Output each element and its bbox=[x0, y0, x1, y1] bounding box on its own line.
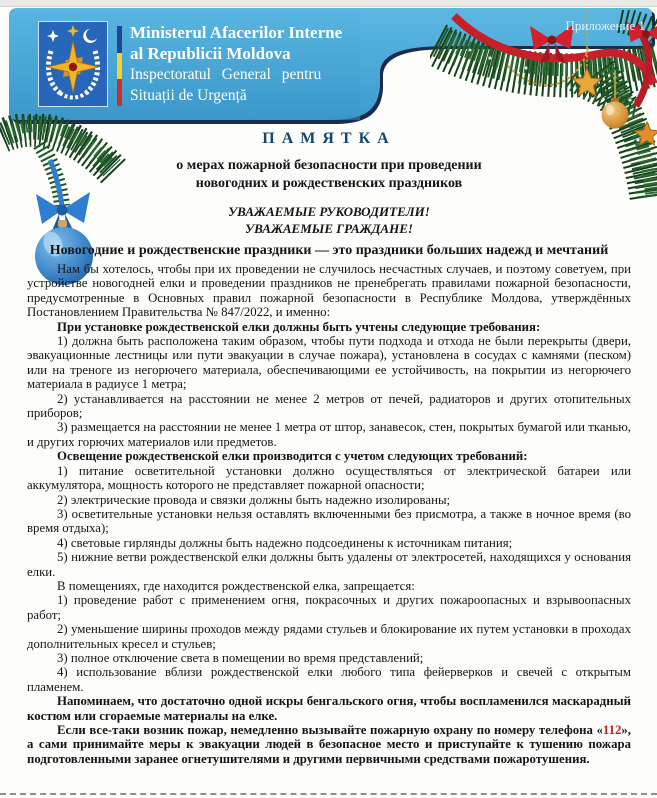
paragraph: При установке рождественской елки должны быть учтены следующие требования: bbox=[57, 319, 541, 334]
salutation-line1: УВАЖАЕМЫЕ РУКОВОДИТЕЛИ! bbox=[228, 204, 430, 219]
paragraph: В помещениях, где находится рождественской елка, запрещается: bbox=[57, 578, 415, 593]
paragraph: 1) питание осветительной установки должно осуществляться от электрической батареи или аккумулятора, мощность которого не представляет пожарной опасности; bbox=[27, 463, 631, 493]
doc-subtitle bbox=[27, 157, 631, 193]
paragraph: 1) должна быть расположена таким образом, чтобы пути подхода и отхода не были перекрыты (двери, эвакуационные лестницы или пути эвакуации в случае пожара), установлена в сосудах с камнями (песком) или на треноге из негорючего материала, обеспечивающими ее устойчивость, на покрытии из негорючего материала в радиусе 1 метра; bbox=[27, 334, 631, 392]
cut-line bbox=[0, 793, 657, 795]
paragraph: 4) использование вблизи рождественской елки любого типа фейерверков и свечей с открытым пламенем. bbox=[27, 665, 631, 694]
ministry-line1: Ministerul Afacerilor Interne bbox=[130, 23, 343, 42]
salutation-line2: УВАЖАЕМЫЕ ГРАЖДАНЕ! bbox=[245, 220, 413, 236]
fire-call-block bbox=[27, 723, 631, 766]
paragraph: 3) осветительные установки нельзя оставлять включенными без присмотра, а также в ночное время (во время отдыха); bbox=[27, 506, 631, 536]
paragraph: Нам бы хотелось, чтобы при их проведении не случилось несчастных случаев, и поэтому советуем, при устройстве новогодней елки и проведении праздников не пренебрегать правилами пожарной безопасности, предусмотренные в Основных правил пожарной безопасности в Республике Молдова, утверждённых Постановлением Правительства № 847/2022, и именно: bbox=[27, 262, 631, 320]
subtitle-line2: новогодних и рождественских праздников bbox=[195, 176, 463, 191]
paragraph: 2) устанавливается на расстоянии не менее 2 метров от печей, радиаторов и других отопительных приборов; bbox=[27, 391, 631, 421]
doc-title: ПАМЯТКА bbox=[262, 130, 396, 147]
paragraph: 3) полное отключение света в помещении во время представлений; bbox=[57, 650, 424, 665]
inspectorate-line1: Inspectoratul General pentru bbox=[130, 66, 322, 83]
fire-call-before: Если все-таки возник пожар, немедленно вызывайте пожарную охрану по номеру телефона « bbox=[57, 723, 603, 737]
inspectorate-line2: Situații de Urgență bbox=[130, 87, 247, 104]
ministry-line2: al Republicii Moldova bbox=[130, 44, 291, 63]
paragraph: 1) проведение работ с применением огня, покрасочных и других пожароопасных и взрывоопасных работ; bbox=[27, 593, 631, 622]
paragraph: 2) электрические провода и связки должны быть надежно изолированы; bbox=[57, 492, 451, 507]
attachment-label: Приложение 1 bbox=[565, 18, 645, 33]
subtitle-line1: о мерах пожарной безопасности при проведении bbox=[176, 158, 482, 173]
fire-call-after: », а сами принимайте меры к эвакуации людей в безопасное место и приступайте к тушению пожара подготовленными заранее огнетушителями и другими первичными средствами пожаротушения. bbox=[27, 723, 631, 766]
paragraph: Освещение рождественской елки производится с учетом следующих требований: bbox=[57, 449, 528, 464]
paragraph: 2) уменьшение ширины проходов между рядами стульев и блокирование их путем установки в проходах дополнительных кресел и стульев; bbox=[27, 622, 631, 651]
salutation bbox=[27, 204, 631, 237]
paragraph: 4) световые гирлянды должны быть надежно подсоединены к источникам питания; bbox=[57, 535, 513, 550]
paragraph: 5) нижние ветви рождественской елки должны быть удалены от электросетей, находящихся у основания елки. bbox=[27, 550, 631, 579]
paragraph: Напоминаем, что достаточно одной искры бенгальского огня, чтобы воспламенился маскарадный костюм или сгораемые материалы на елке. bbox=[27, 694, 631, 723]
fire-call-paragraph bbox=[27, 723, 631, 766]
body-paragraphs bbox=[27, 262, 631, 723]
paragraph: 3) размещается на расстоянии не менее 1 метра от штор, занавесок, стен, покрытых бумагой или тканью, и других горючих материалов или предметов. bbox=[27, 420, 631, 449]
emergency-number: 112 bbox=[602, 723, 622, 737]
lead-statement: Новогодние и рождественские праздники — это праздники больших надежд и мечтаний bbox=[49, 243, 609, 258]
